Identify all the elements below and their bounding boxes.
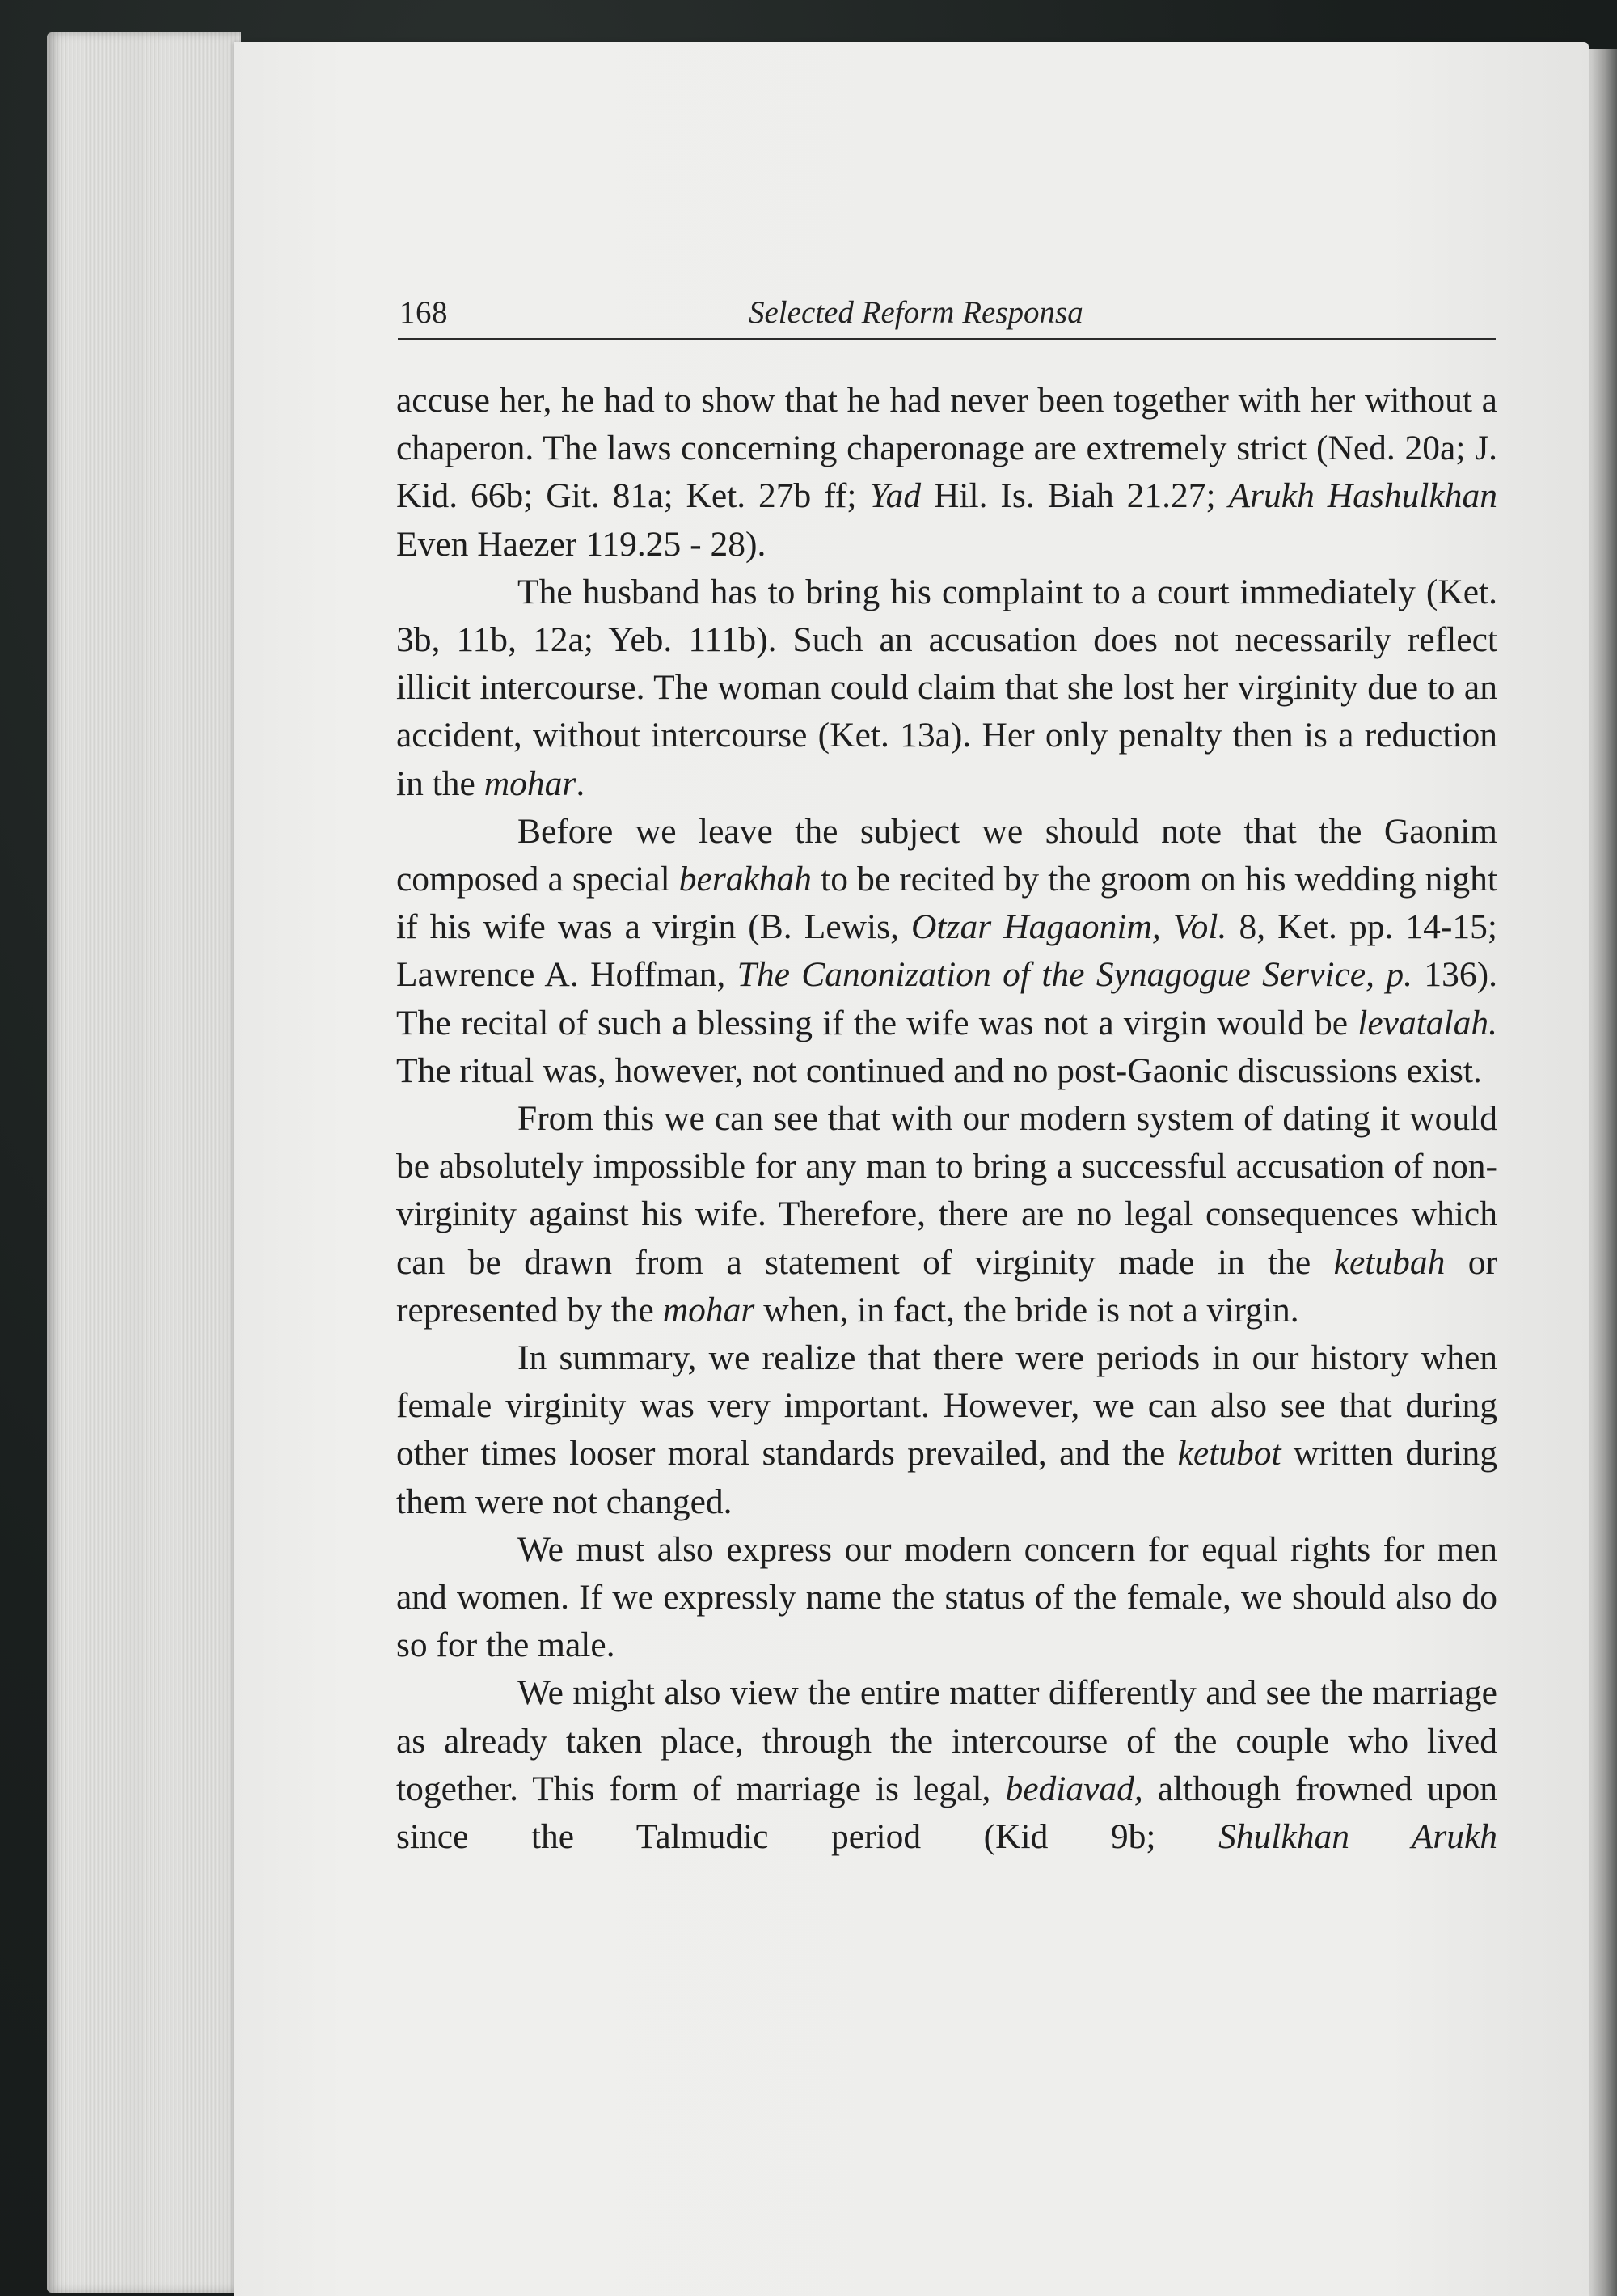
page-number: 168: [399, 295, 448, 330]
paragraph-2: The husband has to bring his complaint to a court immediately (Ket. 3b, 11b, 12a; Yeb. 111b). Such an accusation does not necessarily reflect illicit intercourse. The woman could claim that she lost her virginity due to an accident, without intercourse (Ket. 13a). Her only penalty then is a reduction in the mohar.: [396, 572, 1497, 803]
paragraph-3: Before we leave the subject we should note that the Gaonim composed a special berakhah to be recited by the groom on his wedding night if his wife was a virgin (B. Lewis, Otzar Hagaonim, Vol. 8, Ket. pp. 14-15; Lawrence A. Hoffman, The Canonization of the Synagogue Service, p. 136). The recital of such a blessing if the wife was not a virgin would be levatalah. The ritual was, however, not continued and no post-Gaonic discussions exist.: [396, 811, 1498, 1090]
page-header: [398, 288, 1496, 340]
paragraph-4: From this we can see that with our modern system of dating it would be absolutely impossible for any man to bring a successful accusation of non-virginity against his wife. Therefore, there are no legal consequences which can be drawn from a statement of virginity made in the ketubah or represented by the mohar when, in fact, the bride is not a virgin.: [396, 1099, 1497, 1330]
book-page-edges: [47, 32, 241, 2293]
running-head: Selected Reform Responsa: [749, 295, 1083, 330]
paragraph-6: We must also express our modern concern for equal rights for men and women. If we expressly name the status of the female, we should also do so for the male.: [396, 1529, 1497, 1665]
paragraph-1: accuse her, he had to show that he had never been together with her without a chaperon. The laws concerning chaperonage are extremely strict (Ned. 20a; J. Kid. 66b; Git. 81a; Ket. 27b ff; Yad Hil. Is. Biah 21.27; Arukh Hashulkhan Even Haezer 119.25 - 28).: [396, 381, 1498, 564]
paragraph-5: In summary, we realize that there were periods in our history when female virginity was very important. However, we can also see that during other times looser moral standards prevailed, and the ketubot written during them were not changed.: [396, 1338, 1497, 1521]
body-text: [396, 377, 1497, 1861]
paragraph-7: We might also view the entire matter differently and see the marriage as already taken place, through the intercourse of the couple who lived together. This form of marriage is legal, bediavad, although frowned upon since the Talmudic period (Kid 9b; Shulkhan Arukh: [396, 1673, 1497, 1857]
